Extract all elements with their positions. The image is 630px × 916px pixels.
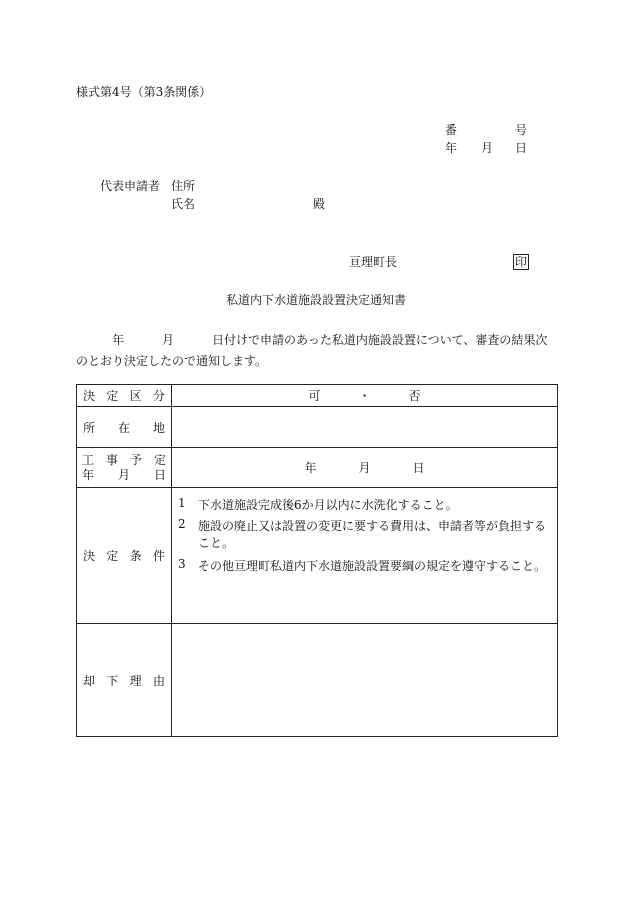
decision-table	[76, 384, 558, 737]
rejection-label-cell	[77, 624, 172, 737]
number-label-left: 番	[445, 123, 458, 137]
applicant-address-label: 住所	[171, 179, 196, 193]
body-month: 月	[162, 333, 175, 347]
decision-value	[172, 387, 557, 404]
row-schedule	[77, 448, 558, 488]
body-year: 年	[112, 333, 125, 347]
rejection-value-cell	[172, 624, 558, 737]
schedule-month: 月	[358, 461, 371, 475]
conditions-list	[172, 488, 557, 574]
row-rejection	[77, 624, 558, 737]
decision-dot: ・	[358, 389, 371, 403]
form-number: 様式第4号（第3条関係）	[76, 85, 212, 99]
number-label-right: 号	[515, 123, 528, 137]
date-year: 年	[445, 141, 458, 155]
schedule-label-cell	[77, 448, 172, 488]
schedule-year: 年	[304, 461, 317, 475]
notice-body	[76, 330, 558, 372]
issuer-seal	[513, 254, 529, 270]
decision-value-cell	[172, 385, 558, 407]
date-month: 月	[481, 141, 494, 155]
schedule-day: 日	[412, 461, 425, 475]
conditions-value-cell	[172, 488, 558, 624]
row-conditions	[77, 488, 558, 624]
conditions-label-cell	[77, 488, 172, 624]
decision-no: 否	[408, 389, 421, 403]
issuer-name: 亘理町長	[349, 255, 398, 269]
document-title: 私道内下水道施設設置決定通知書	[226, 293, 407, 307]
decision-yes: 可	[308, 389, 321, 403]
body-text: 日付けで申請のあった私道内施設設置について、審査の結果次のとおり決定したので通知します。	[76, 333, 548, 368]
condition-item: 2 施設の廃止又は設置の変更に要する費用は、申請者等が負担すること。	[178, 517, 547, 550]
decision-label-cell	[77, 385, 172, 407]
date-day: 日	[515, 141, 528, 155]
conditions-label: 決 定 条 件	[83, 549, 165, 563]
condition-item: 3 その他亘理町私道内下水道施設設置要綱の規定を遵守すること。	[178, 557, 547, 573]
schedule-label-line1: 工 事 予 定	[82, 452, 166, 467]
seal-mark: 印	[515, 255, 528, 269]
row-location	[77, 407, 558, 448]
condition-item: 1 下水道施設完成後6か月以内に水洗化すること。	[178, 496, 458, 512]
schedule-value-cell	[172, 448, 558, 488]
location-label: 所 在 地	[83, 420, 165, 435]
schedule-value	[172, 459, 557, 476]
rejection-label: 却 下 理 由	[83, 673, 165, 688]
schedule-label-line2: 年 月 日	[82, 467, 166, 482]
applicant-role: 代表申請者	[100, 179, 161, 193]
row-decision	[77, 385, 558, 407]
location-value-cell	[172, 407, 558, 448]
applicant-honorific: 殿	[313, 197, 326, 211]
location-label-cell	[77, 407, 172, 448]
decision-label: 決 定 区 分	[83, 389, 165, 403]
applicant-name-label: 氏名	[171, 197, 196, 211]
